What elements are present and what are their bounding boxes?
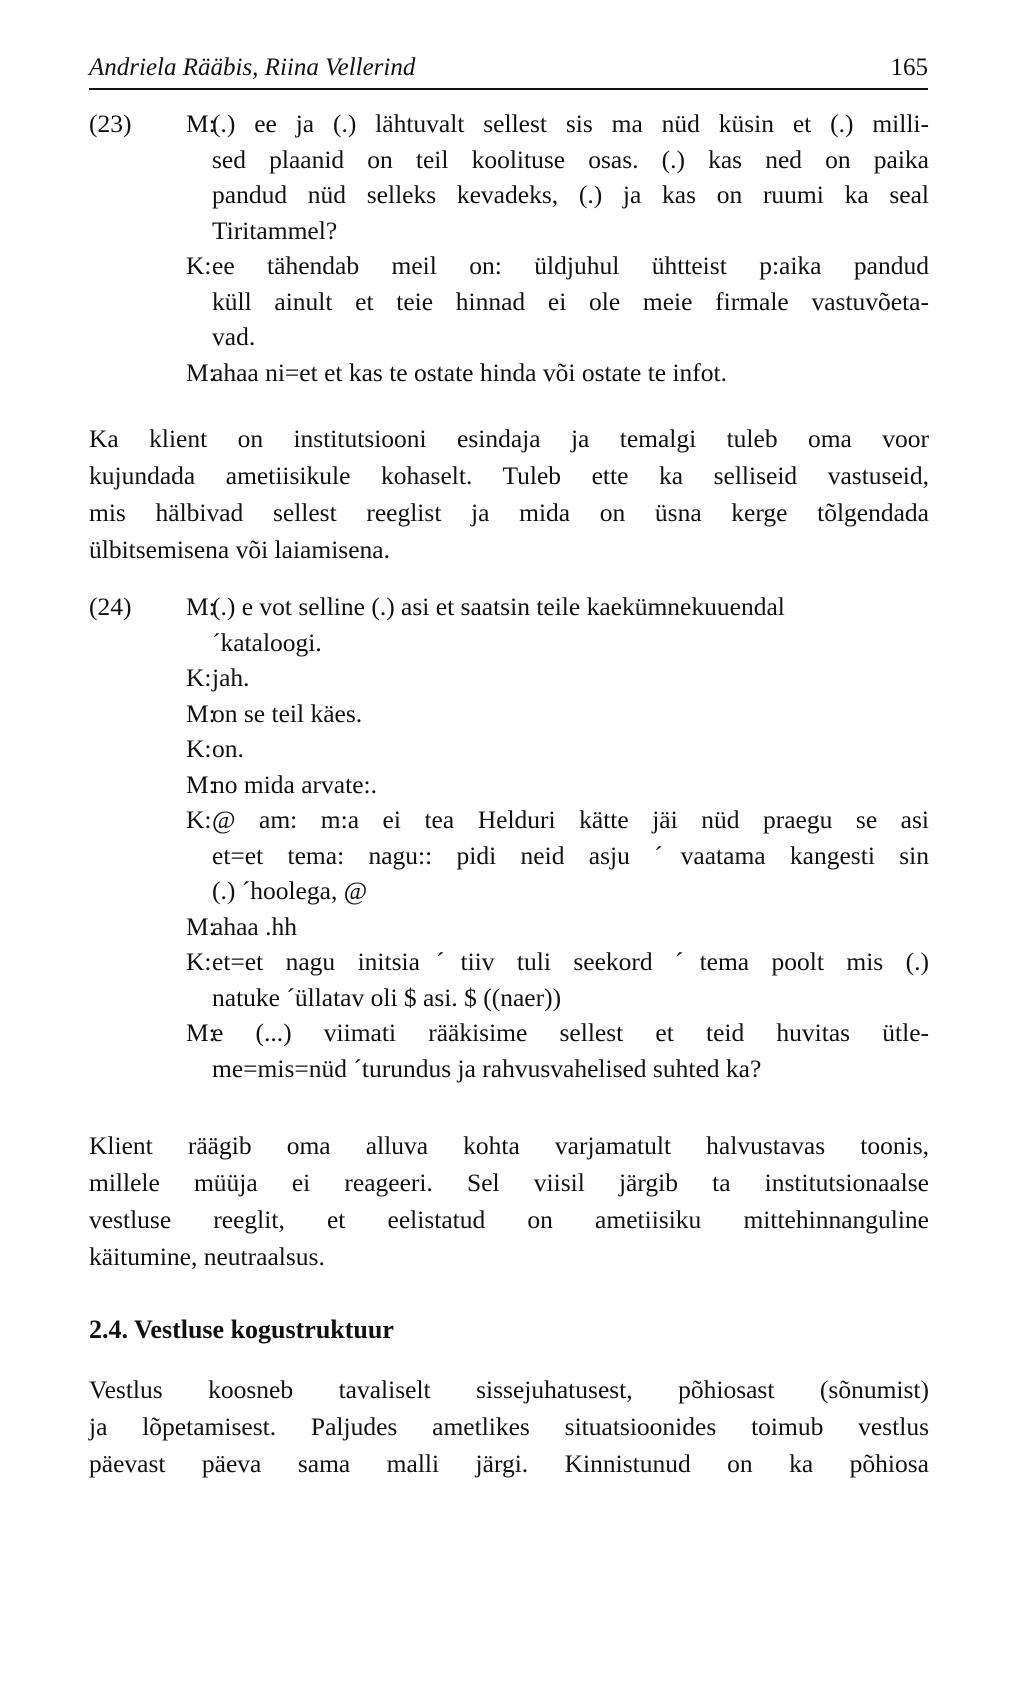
transcript-turn xyxy=(89,106,929,248)
utterance xyxy=(212,660,929,696)
running-head xyxy=(89,54,928,90)
utterance xyxy=(212,802,929,909)
utterance-line: (.) e vot selline (.) asi et saatsin teile kaekümnekuuendal xyxy=(212,592,785,621)
speaker-label: M: xyxy=(186,911,216,941)
utterance-line: sed plaanid on teil koolituse osas. (.) kas ned on paika xyxy=(212,144,929,174)
utterance-line: pandud nüd selleks kevadeks, (.) ja kas on ruumi ka seal xyxy=(212,180,929,209)
utterance-line: no mida arvate:. xyxy=(212,769,377,799)
speaker-label: K: xyxy=(186,251,212,280)
speaker-label: K: xyxy=(186,663,212,692)
speaker-label: M: xyxy=(186,769,216,799)
utterance-line: ahaa .hh xyxy=(212,911,297,941)
speaker-label: M: xyxy=(186,698,216,728)
utterance-line: küll ainult et teie hinnad ei ole meie firmale vastuvõeta- xyxy=(212,286,929,316)
utterance xyxy=(212,909,929,945)
transcript-turn xyxy=(89,944,929,1015)
paragraph-line: Ka klient on institutsiooni esindaja ja temalgi tuleb oma voor xyxy=(89,424,929,453)
body-paragraph xyxy=(89,1127,929,1275)
utterance-line: on se teil käes. xyxy=(212,698,363,728)
paragraph-line: millele müüja ei reageeri. Sel viisil järgib ta institutsionaalse xyxy=(89,1168,929,1197)
utterance-line: (.) ˊhoolega, @ xyxy=(212,876,368,905)
transcript-turn xyxy=(89,248,929,355)
transcript-turn xyxy=(89,589,929,660)
utterance-line: et=et tema: nagu:: pidi neid asju ˊvaatama kangesti sin xyxy=(212,840,929,870)
body-paragraph xyxy=(89,1371,929,1482)
utterance xyxy=(212,696,929,732)
running-head-authors: Andriela Rääbis, Riina Vellerind xyxy=(89,54,416,81)
utterance-line: Tiritammel? xyxy=(212,215,338,245)
example-number: (23) xyxy=(89,109,132,138)
paragraph-line: ülbitsemisena või laiamisena. xyxy=(89,535,390,564)
utterance xyxy=(212,248,929,355)
page-number: 165 xyxy=(890,54,928,81)
utterance-line: ahaa ni=et et kas te ostate hinda või ostate te infot. xyxy=(212,357,728,387)
section-heading: 2.4. Vestluse kogustruktuur xyxy=(89,1315,394,1344)
transcript-turn xyxy=(89,355,929,391)
paragraph-line: kujundada ametiisikule kohaselt. Tuleb ette ka selliseid vastuseid, xyxy=(89,461,929,490)
utterance-line: e (...) viimati rääkisime sellest et teid huvitas ütle- xyxy=(212,1018,929,1047)
utterance-line: jah. xyxy=(212,663,250,692)
speaker-label: M: xyxy=(186,592,216,621)
utterance-line: vad. xyxy=(212,322,256,351)
utterance-line: me=mis=nüd ˊturundus ja rahvusvahelised suhted ka? xyxy=(212,1053,762,1083)
utterance xyxy=(212,589,929,660)
paragraph-line: vestluse reeglit, et eelistatud on ametiisiku mittehinnanguline xyxy=(89,1205,929,1234)
utterance xyxy=(212,355,929,391)
utterance xyxy=(212,731,929,767)
example-24 xyxy=(89,589,929,1086)
speaker-label: K: xyxy=(186,947,212,976)
transcript-turn xyxy=(89,731,929,767)
paragraph-line: ja lõpetamisest. Paljudes ametlikes situatsioonides toimub vestlus xyxy=(89,1412,929,1441)
speaker-label: M: xyxy=(186,1018,216,1047)
paragraph-line: päevast päeva sama malli järgi. Kinnistunud on ka põhiosa xyxy=(89,1449,929,1478)
transcript-turn xyxy=(89,660,929,696)
paragraph-line: mis hälbivad sellest reeglist ja mida on üsna kerge tõlgendada xyxy=(89,498,929,527)
transcript-turn xyxy=(89,802,929,909)
speaker-label: M: xyxy=(186,109,216,138)
utterance-line: on. xyxy=(212,734,244,763)
utterance-line: ˊkataloogi. xyxy=(212,627,322,657)
utterance xyxy=(212,944,929,1015)
paragraph-line: Klient räägib oma alluva kohta varjamatult halvustavas toonis, xyxy=(89,1131,929,1160)
transcript-turn xyxy=(89,1015,929,1086)
paragraph-line: Vestlus koosneb tavaliselt sissejuhatusest, põhiosast (sõnumist) xyxy=(89,1375,929,1404)
body-paragraph xyxy=(89,420,929,568)
transcript-turn xyxy=(89,696,929,732)
utterance-line: natuke ˊüllatav oli $ asi. $ ((naer)) xyxy=(212,982,562,1012)
transcript-turn xyxy=(89,909,929,945)
utterance-line: ee tähendab meil on: üldjuhul ühtteist p:aika pandud xyxy=(212,251,929,280)
utterance xyxy=(212,106,929,248)
utterance xyxy=(212,767,929,803)
utterance-line: (.) ee ja (.) lähtuvalt sellest sis ma nüd küsin et (.) milli- xyxy=(212,109,929,138)
example-number: (24) xyxy=(89,592,132,621)
utterance xyxy=(212,1015,929,1086)
example-23 xyxy=(89,106,929,390)
speaker-label: K: xyxy=(186,734,212,763)
transcript-turn xyxy=(89,767,929,803)
speaker-label: M: xyxy=(186,357,216,387)
speaker-label: K: xyxy=(186,805,212,834)
utterance-line: @ am: m:a ei tea Helduri kätte jäi nüd praegu se asi xyxy=(212,805,929,834)
paragraph-line: käitumine, neutraalsus. xyxy=(89,1242,325,1271)
utterance-line: et=et nagu initsiaˊtiiv tuli seekord ˊtema poolt mis (.) xyxy=(212,947,929,976)
